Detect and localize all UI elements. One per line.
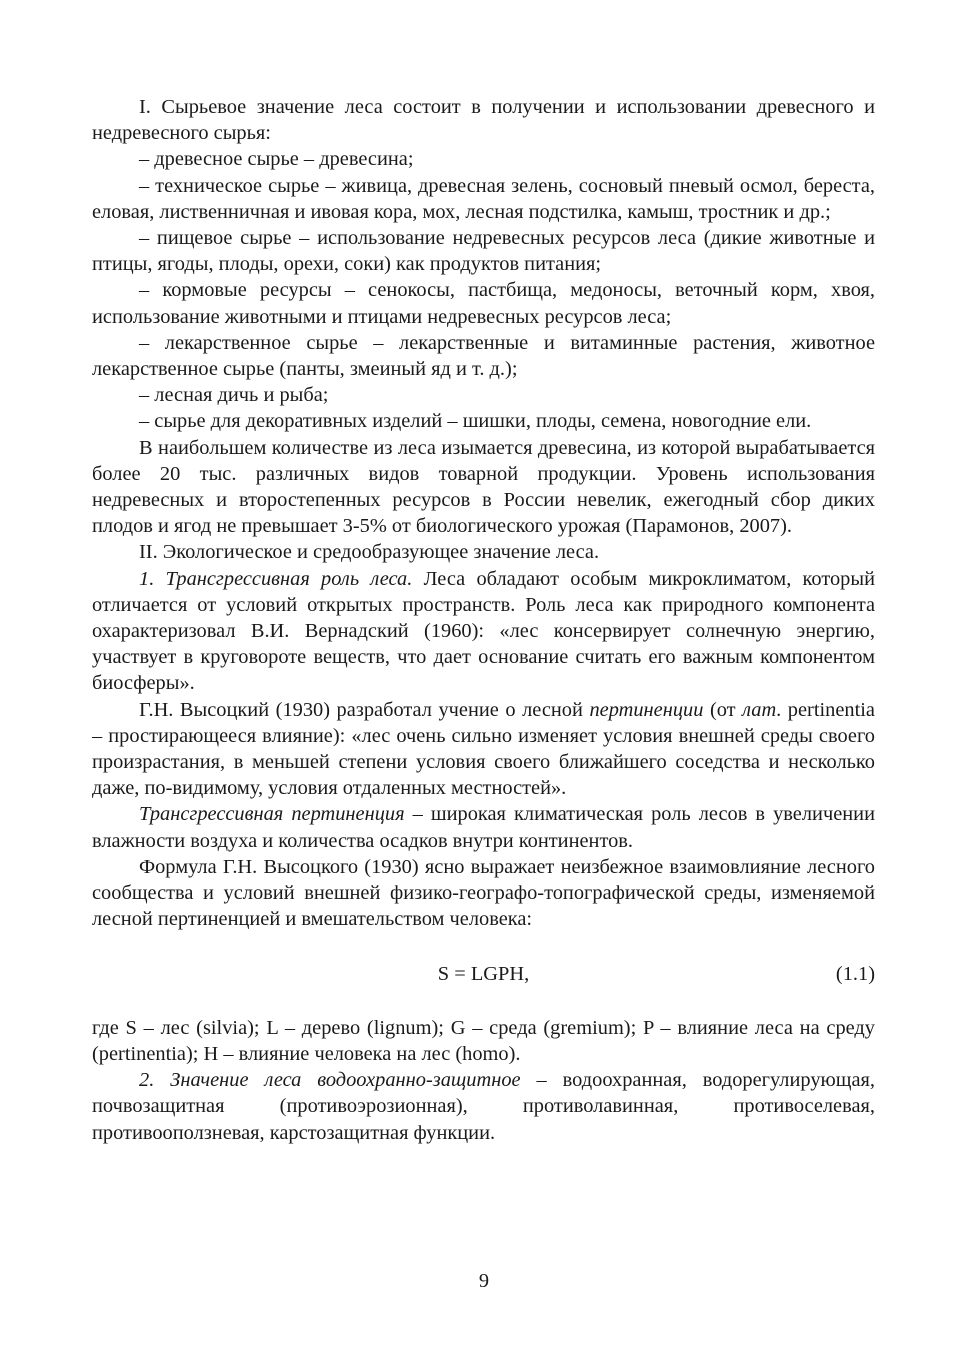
paragraph-wood-harvest: В наибольшем количестве из леса изымается древесина, из которой вырабатывается более 20 тыс. различных видов товарной продукции. Уровень использования недревесных и второстепенных ресурсов в России невелик, ежегодный сбор диких плодов и ягод не превышает 3-5% от биологического урожая (Парамонов, 2007). — [92, 436, 875, 538]
paragraph-raw-material-intro: I. Сырьевое значение леса состоит в получении и использовании древесного и недревесного сырья: — [92, 96, 875, 145]
paragraph-text: – широкая климатическая роль лесов в увеличении влажности воздуха и количества осадков внутри континентов. — [92, 803, 875, 852]
paragraph-text: – водоохранная, водорегулирующая, почвозащитная (противоэрозионная), противолавинная, противоселевая, противооползневая, карстозащитная функции. — [92, 1069, 875, 1144]
paragraph-text: . pertinentia – простирающееся влияние): «лес очень сильно изменяет условия внешней среды своего произрастания, в меньшей степени условия своего ближайшего соседства и несколько даже, по-видимому, условия отдаленных местностей». — [92, 698, 875, 800]
list-item-wood: – древесное сырье – древесина; — [139, 148, 414, 171]
paragraph-water-protection — [92, 1067, 875, 1146]
formula-row — [92, 961, 875, 987]
page-body — [92, 94, 875, 1146]
paragraph-vysotsky-pertinence — [92, 697, 875, 802]
italic-term: 1. Трансгрессивная роль леса. — [139, 567, 413, 590]
paragraph-transgressive-role — [92, 566, 875, 697]
paragraph-text: (от — [703, 698, 743, 721]
section-heading-ecological: II. Экологическое и средообразующее значение леса. — [139, 541, 600, 564]
list-item-technical: – техническое сырье – живица, древесная зелень, сосновый пневый осмол, береста, еловая, лиственничная и ивовая кора, мох, лесная подстилка, камыш, тростник и др.; — [92, 174, 875, 223]
paragraph-transgressive-pertinence — [92, 801, 875, 853]
paragraph-text: Г.Н. Высоцкий (1930) разработал учение о лесной — [139, 698, 590, 721]
italic-term: пертиненции — [589, 698, 704, 721]
page-number: 9 — [478, 1270, 490, 1292]
list-item-forage: – кормовые ресурсы – сенокосы, пастбища, медоносы, веточный корм, хвоя, использование животными и птицами недревесных ресурсов леса; — [92, 279, 875, 328]
paragraph-text: Леса обладают особым микроклиматом, который отличается от условий открытых пространств. Роль леса как природного компонента охарактеризовал В.И. Вернадский (1960): «лес консервирует солнечную энергию, участвует в круговороте веществ, что дает основание считать его важным компонентом биосферы». — [92, 567, 875, 695]
list-item-food: – пищевое сырье – использование недревесных ресурсов леса (дикие животные и птицы, ягоды, плоды, орехи, соки) как продуктов питания; — [92, 227, 875, 276]
italic-term: Трансгрессивная пертиненция — [139, 803, 405, 826]
paragraph-formula-intro: Формула Г.Н. Высоцкого (1930) ясно выражает неизбежное взаимовлияние лесного сообщества и условий внешней физико-географо-топографической среды, изменяемой лесной пертиненцией и вмешательством человека: — [92, 855, 875, 931]
italic-term: 2. Значение леса водоохранно-защитное — [139, 1069, 521, 1092]
list-item-decorative: – сырье для декоративных изделий – шишки, плоды, семена, новогодние ели. — [139, 410, 812, 433]
paragraph-formula-legend: где S – лес (silvia); L – дерево (lignum); G – среда (gremium); P – влияние леса на среду (pertinentia); H – влияние человека на лес (homo). — [92, 1016, 875, 1065]
italic-term: лат — [742, 698, 777, 721]
list-item-medicinal: – лекарственное сырье – лекарственные и витаминные растения, животное лекарственное сырье (панты, змеиный яд и т. д.); — [92, 331, 875, 381]
list-item-game-fish: – лесная дичь и рыба; — [139, 384, 329, 407]
equation-number: (1.1) — [835, 962, 875, 985]
formula-expression: S = LGPH, — [437, 962, 530, 985]
